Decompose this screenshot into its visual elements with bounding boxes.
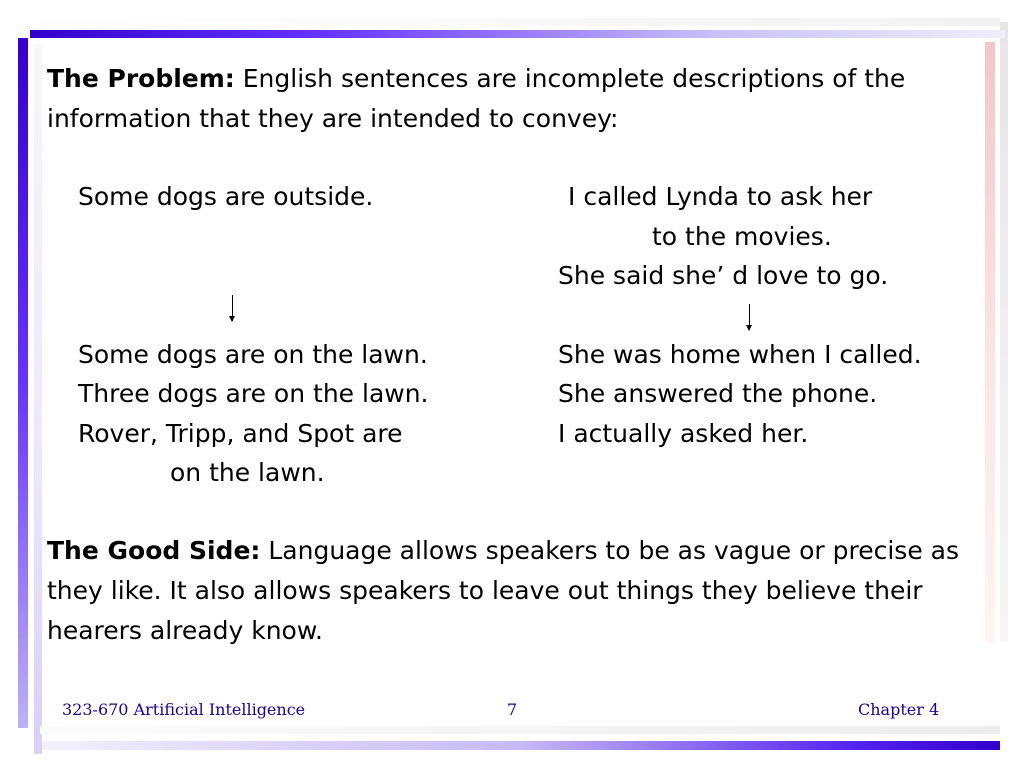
right-frame-shadow [1000,22,1008,642]
good-side-paragraph [47,531,987,651]
right-interpretation: I actually asked her. [558,419,809,448]
footer-chapter: Chapter 4 [858,700,940,719]
top-frame-shadow [10,18,1000,26]
good-side-heading: The Good Side: [47,536,261,565]
problem-paragraph [47,59,987,139]
left-sentence: Some dogs are outside. [78,182,374,211]
down-arrow-icon [749,304,750,330]
bottom-frame-shadow [40,726,1000,734]
right-sentence-line: She said she’ d love to go. [558,261,889,290]
problem-text: English sentences are incomplete descriptions of the information that they are intended to convey: [47,64,906,133]
right-interpretation: She was home when I called. [558,340,922,369]
left-frame-bar [18,38,28,728]
problem-heading: The Problem: [47,64,235,93]
footer-course: 323-670 Artificial Intelligence [62,700,306,719]
down-arrow-icon [232,295,233,321]
top-frame-bar [30,30,1005,38]
good-side-text: Language allows speakers to be as vague or precise as they like. It also allows speakers to leave out things they believe their hearers already know. [47,536,959,645]
left-interpretation: on the lawn. [170,458,325,487]
left-interpretation: Some dogs are on the lawn. [78,340,428,369]
footer-page-number: 7 [507,700,518,719]
left-interpretation: Rover, Tripp, and Spot are [78,419,403,448]
left-frame-shadow [34,44,42,754]
right-interpretation: She answered the phone. [558,379,878,408]
right-sentence-line: I called Lynda to ask her [568,182,873,211]
left-interpretation: Three dogs are on the lawn. [78,379,429,408]
right-sentence-line: to the movies. [652,222,832,251]
bottom-frame-bar [42,741,1000,750]
